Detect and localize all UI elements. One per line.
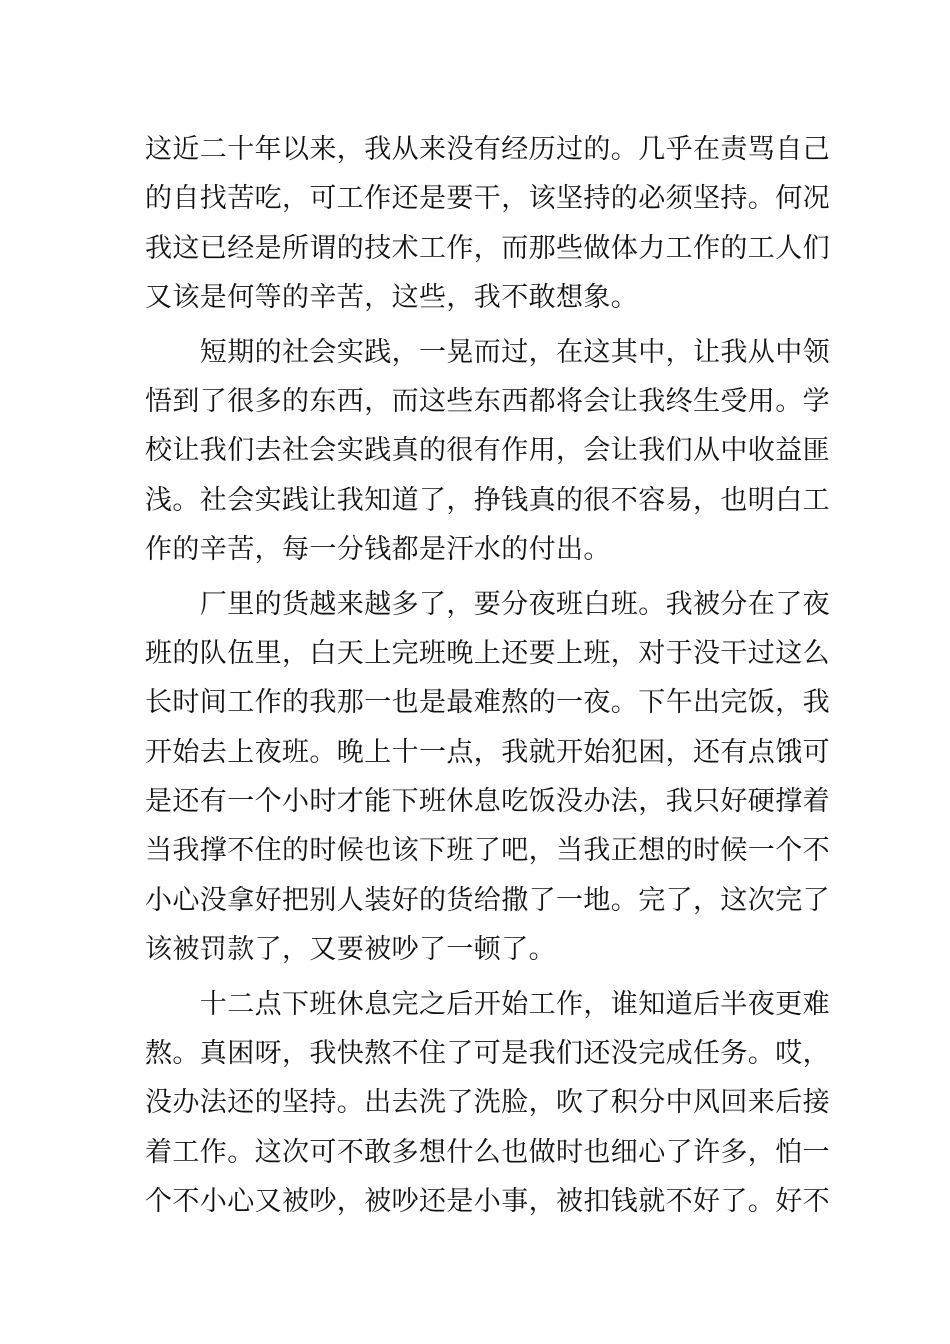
text-line: 短期的社会实践，一晃而过，在这其中，让我从中领 <box>145 336 830 368</box>
text-line: 我这已经是所谓的技术工作，而那些做体力工作的工人们 <box>145 232 830 264</box>
text-line: 当我撑不住的时候也该下班了吧，当我正想的时候一个不 <box>145 835 830 867</box>
text-line: 没办法还的坚持。出去洗了洗脸，吹了积分中风回来后接 <box>145 1087 830 1119</box>
text-line: 开始去上夜班。晚上十一点，我就开始犯困，还有点饿可 <box>145 736 830 768</box>
paragraph-4 <box>145 980 830 1227</box>
paragraph-2 <box>145 328 830 575</box>
text-line: 个不小心又被吵，被吵还是小事，被扣钱就不好了。好不 <box>145 1186 830 1218</box>
text-line: 十二点下班休息完之后开始工作，谁知道后半夜更难 <box>145 988 830 1020</box>
text-line: 熬。真困呀，我快熬不住了可是我们还没完成任务。哎， <box>145 1038 830 1070</box>
document-body <box>145 125 830 1232</box>
text-line: 作的辛苦，每一分钱都是汗水的付出。 <box>145 534 611 566</box>
text-line: 长时间工作的我那一也是最难熬的一夜。下午出完饭，我 <box>145 687 830 719</box>
text-line: 着工作。这次可不敢多想什么也做时也细心了许多，怕一 <box>145 1136 830 1168</box>
text-line: 小心没拿好把别人装好的货给撒了一地。完了，这次完了 <box>145 884 830 916</box>
text-line: 又该是何等的辛苦，这些，我不敢想象。 <box>145 282 639 314</box>
text-line: 这近二十年以来，我从来没有经历过的。几乎在责骂自己 <box>145 134 830 165</box>
text-line: 的自找苦吃，可工作还是要干，该坚持的必须坚持。何况 <box>145 183 830 215</box>
text-line: 浅。社会实践让我知道了，挣钱真的很不容易，也明白工 <box>145 484 830 516</box>
text-line: 厂里的货越来越多了，要分夜班白班。我被分在了夜 <box>145 588 830 620</box>
paragraph-1 <box>145 125 830 323</box>
text-line: 悟到了很多的东西，而这些东西都将会让我终生受用。学 <box>145 385 830 417</box>
text-line: 该被罚款了，又要被吵了一顿了。 <box>145 934 556 966</box>
text-line: 是还有一个小时才能下班休息吃饭没办法，我只好硬撑着 <box>145 786 830 818</box>
paragraph-3 <box>145 580 830 975</box>
text-line: 校让我们去社会实践真的很有作用，会让我们从中收益匪 <box>145 435 830 467</box>
text-line: 班的队伍里，白天上完班晚上还要上班，对于没干过这么 <box>145 637 830 669</box>
